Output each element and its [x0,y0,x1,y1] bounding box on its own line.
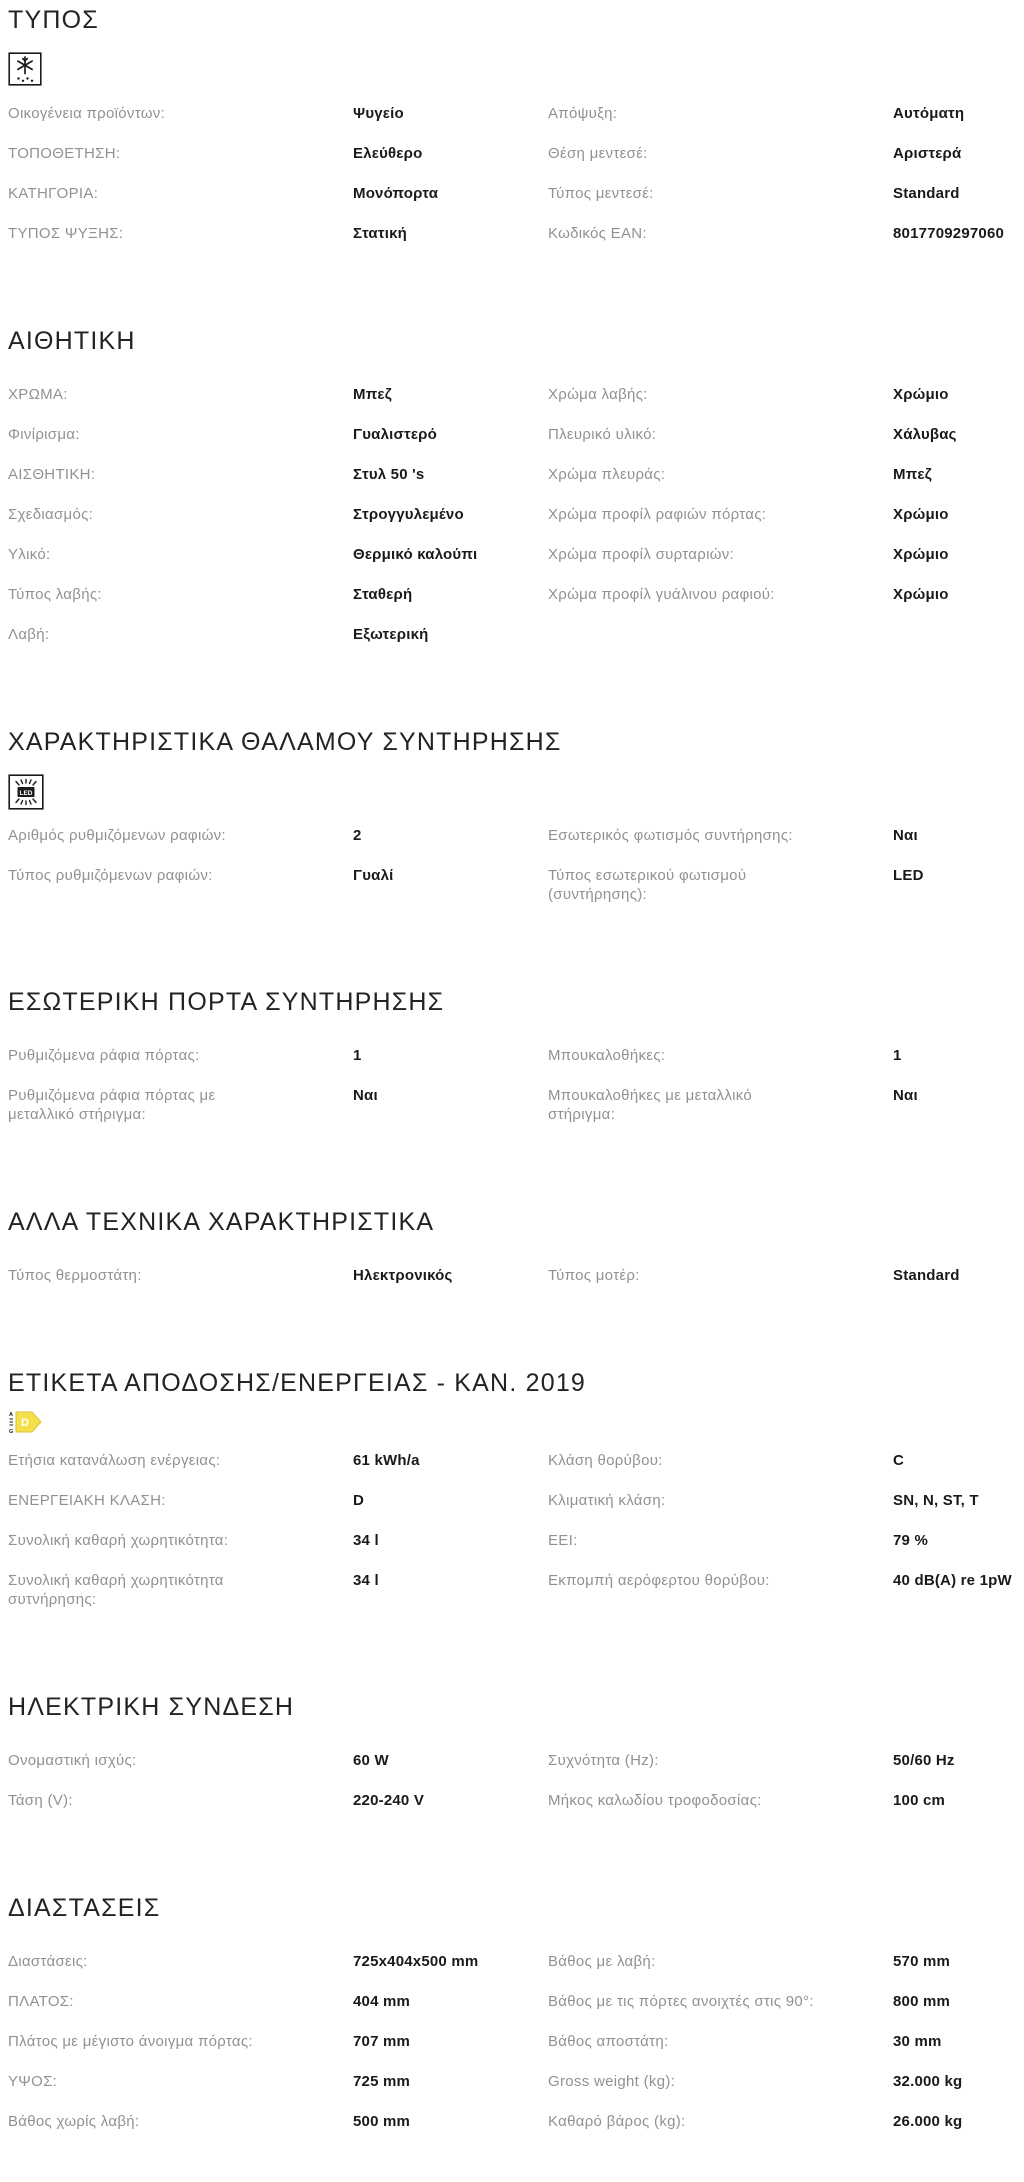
spec-value: 570 mm [893,1953,951,1970]
section-title: ΕΣΩΤΕΡΙΚΗ ΠΟΡΤΑ ΣΥΝΤΗΡΗΣΗΣ [8,988,445,1016]
spec-value: Μονόπορτα [353,185,439,202]
spec-value: 2 [353,827,362,844]
section-aesthetics [8,327,1016,644]
spec-label: Μπουκαλοθήκες με μεταλλικό στήριγμα: [548,1087,753,1123]
spec-label: ΤΥΠΟΣ ΨΥΞΗΣ: [8,225,124,242]
section-fridge-compartment [8,728,1016,904]
spec-label: Ρυθμιζόμενα ράφια πόρτας με μεταλλικό στήριγμα: [8,1087,216,1123]
spec-value: Χρώμιο [893,546,949,563]
spec-row [8,1992,548,2011]
spec-row [548,1791,1016,1810]
spec-value: 1 [353,1047,362,1064]
spec-value: 34 l [353,1572,379,1589]
spec-row [8,1791,548,1810]
spec-row [8,1491,548,1510]
spec-label: Κωδικός EAN: [548,225,647,242]
spec-row [548,1571,1016,1590]
section-title: ΤΥΠΟΣ [8,6,99,34]
spec-label: Οικογένεια προϊόντων: [8,105,165,122]
spec-column-left [8,826,548,885]
spec-label: Πλάτος με μέγιστο άνοιγμα πόρτας: [8,2033,253,2050]
spec-row [8,224,548,243]
spec-value: 707 mm [353,2033,411,2050]
spec-label: Τύπος μοτέρ: [548,1267,640,1284]
spec-row [548,1086,1016,1124]
spec-label: Εσωτερικός φωτισμός συντήρησης: [548,827,793,844]
spec-row [548,1992,1016,2011]
spec-row [8,1266,548,1285]
spec-label: Λαβή: [8,626,50,643]
spec-value: Χάλυβας [893,426,957,443]
spec-value: 1 [893,1047,902,1064]
spec-label: Τύπος μεντεσέ: [548,185,654,202]
spec-value: Εξωτερική [353,626,429,643]
led-light-icon [8,774,1016,810]
svg-text:D: D [21,1417,29,1430]
section-title: ΑΛΛΑ ΤΕΧΝΙΚΑ ΧΑΡΑΚΤΗΡΙΣΤΙΚΑ [8,1208,435,1236]
spec-row [8,1571,548,1609]
spec-row [8,104,548,123]
spec-row [8,1952,548,1971]
defrost-icon [8,52,1016,88]
spec-value: Γυαλιστερό [353,426,437,443]
spec-label: Θέση μεντεσέ: [548,145,648,162]
spec-label: ΧΡΩΜΑ: [8,386,68,403]
spec-label: Χρώμα προφίλ συρταριών: [548,546,734,563]
spec-label: Τύπος ρυθμιζόμενων ραφιών: [8,867,213,884]
spec-row [548,184,1016,203]
spec-row [8,545,548,564]
section-title: ΕΤΙΚΕΤΑ ΑΠΟΔΟΣΗΣ/ΕΝΕΡΓΕΙΑΣ - ΚΑΝ. 2019 [8,1369,587,1397]
spec-value: Θερμικό καλούπι [353,546,478,563]
spec-row [548,465,1016,484]
spec-label: Συχνότητα (Hz): [548,1752,659,1769]
spec-label: Χρώμα προφίλ γυάλινου ραφιού: [548,586,775,603]
spec-value: C [893,1452,905,1469]
spec-value: 26.000 kg [893,2113,963,2130]
section-title: ΔΙΑΣΤΑΣΕΙΣ [8,1894,161,1922]
spec-value: 32.000 kg [893,2073,963,2090]
spec-label: Βάθος χωρίς λαβή: [8,2113,140,2130]
spec-label: Τάση (V): [8,1792,73,1809]
spec-value: Ναι [893,827,918,844]
spec-row [8,465,548,484]
spec-label: Ρυθμιζόμενα ράφια πόρτας: [8,1047,200,1064]
spec-row [8,1086,548,1124]
spec-value: 100 cm [893,1792,946,1809]
section-dimensions [8,1894,1016,2131]
spec-column-left [8,104,548,243]
spec-value: 79 % [893,1532,928,1549]
spec-column-left [8,1451,548,1609]
spec-value: 30 mm [893,2033,942,2050]
spec-value: 725 mm [353,2073,411,2090]
section-title: ΑΙΘΗΤΙΚΗ [8,327,136,355]
spec-value: Χρώμιο [893,506,949,523]
spec-row [8,585,548,604]
svg-text:LED: LED [19,789,33,797]
spec-label: Διαστάσεις: [8,1953,88,1970]
spec-value: Μπεζ [893,466,932,483]
spec-label: ΥΨΟΣ: [8,2073,58,2090]
spec-column-left [8,1266,548,1285]
spec-row [548,2072,1016,2091]
section-type [8,6,1016,243]
section-electrical-connection [8,1693,1016,1810]
spec-value: Χρώμιο [893,386,949,403]
energy-label-icon [8,1409,1016,1435]
spec-label: Βάθος με λαβή: [548,1953,656,1970]
spec-value: Standard [893,1267,960,1284]
spec-label: Μήκος καλωδίου τροφοδοσίας: [548,1792,762,1809]
spec-value: Ψυγείο [353,105,404,122]
spec-value: SN, N, ST, T [893,1492,979,1509]
spec-row [8,1046,548,1065]
spec-value: 61 kWh/a [353,1452,420,1469]
spec-label: ΠΛΑΤΟΣ: [8,1993,74,2010]
spec-row [8,826,548,845]
spec-value: Αυτόματη [893,105,965,122]
spec-value: Ναι [353,1087,378,1104]
spec-column-right [548,1266,1016,1285]
spec-label: Βάθος αποστάτη: [548,2033,669,2050]
spec-column-right [548,385,1016,604]
spec-row [548,505,1016,524]
spec-row [8,1531,548,1550]
spec-label: Κλάση θορύβου: [548,1452,663,1469]
spec-row [8,625,548,644]
spec-column-right [548,826,1016,904]
spec-label: Αριθμός ρυθμιζόμενων ραφιών: [8,827,226,844]
spec-label: Τύπος θερμοστάτη: [8,1267,142,1284]
spec-row [548,385,1016,404]
spec-label: Χρώμα προφίλ ραφιών πόρτας: [548,506,767,523]
svg-text:G: G [9,1429,14,1435]
spec-row [548,1531,1016,1550]
spec-label: Συνολική καθαρή χωρητικότητα συτνήρησης: [8,1572,224,1608]
spec-row [548,1451,1016,1470]
spec-label: ΤΟΠΟΘΕΤΗΣΗ: [8,145,121,162]
spec-column-right [548,1952,1016,2131]
spec-row [8,425,548,444]
spec-row [8,2112,548,2131]
spec-row [548,1952,1016,1971]
spec-label: EEI: [548,1532,578,1549]
spec-value: Ναι [893,1087,918,1104]
spec-row [548,826,1016,845]
spec-value: 800 mm [893,1993,951,2010]
spec-row [8,505,548,524]
spec-label: ΑΙΣΘΗΤΙΚΗ: [8,466,96,483]
spec-row [548,224,1016,243]
spec-column-left [8,1751,548,1810]
spec-row [8,144,548,163]
section-fridge-inner-door [8,988,1016,1124]
spec-value: Ελεύθερο [353,145,423,162]
spec-row [8,2032,548,2051]
spec-value: Γυαλί [353,867,394,884]
spec-value: Αριστερά [893,145,962,162]
spec-value: 8017709297060 [893,225,1005,242]
spec-label: Σχεδιασμός: [8,506,94,523]
spec-value: Στυλ 50 's [353,466,425,483]
spec-row [548,585,1016,604]
svg-text:A: A [9,1412,13,1418]
spec-label: ΕΝΕΡΓΕΙΑΚΗ ΚΛΑΣΗ: [8,1492,166,1509]
spec-label: Τύπος λαβής: [8,586,102,603]
spec-column-right [548,1046,1016,1124]
spec-label: Εκπομπή αερόφερτου θορύβου: [548,1572,770,1589]
spec-value: LED [893,867,924,884]
spec-row [548,1046,1016,1065]
spec-row [8,1751,548,1770]
spec-label: Βάθος με τις πόρτες ανοιχτές στις 90°: [548,1993,814,2010]
spec-value: 50/60 Hz [893,1752,955,1769]
spec-label: Μπουκαλοθήκες: [548,1047,666,1064]
spec-column-right [548,1451,1016,1590]
spec-row [8,385,548,404]
spec-row [8,2072,548,2091]
spec-label: Υλικό: [8,546,51,563]
spec-value: 40 dB(A) re 1pW [893,1572,1012,1589]
spec-value: 34 l [353,1532,379,1549]
spec-value: Στρογγυλεμένο [353,506,464,523]
spec-label: Τύπος εσωτερικού φωτισμού (συντήρησης): [548,867,747,903]
spec-row [548,545,1016,564]
spec-label: Ετήσια κατανάλωση ενέργειας: [8,1452,221,1469]
spec-value: Στατική [353,225,408,242]
spec-value: 220-240 V [353,1792,425,1809]
spec-row [548,2032,1016,2051]
spec-label: Πλευρικό υλικό: [548,426,657,443]
spec-row [548,144,1016,163]
spec-row [548,1266,1016,1285]
spec-label: Καθαρό βάρος (kg): [548,2113,686,2130]
spec-row [548,866,1016,904]
spec-column-left [8,1046,548,1124]
spec-value: 500 mm [353,2113,411,2130]
spec-label: Χρώμα πλευράς: [548,466,666,483]
spec-row [548,2112,1016,2131]
spec-label: Χρώμα λαβής: [548,386,648,403]
spec-value: Χρώμιο [893,586,949,603]
spec-value: Μπεζ [353,386,392,403]
spec-row [548,1491,1016,1510]
spec-column-left [8,1952,548,2131]
spec-label: Ονομαστική ισχύς: [8,1752,137,1769]
spec-value: Σταθερή [353,586,413,603]
spec-row [8,184,548,203]
spec-row [8,866,548,885]
spec-label: Φινίρισμα: [8,426,80,443]
spec-label: Συνολική καθαρή χωρητικότητα: [8,1532,229,1549]
spec-label: ΚΑΤΗΓΟΡΙΑ: [8,185,99,202]
spec-column-right [548,1751,1016,1810]
spec-value: 60 W [353,1752,389,1769]
spec-value: Standard [893,185,960,202]
spec-label: Κλιματική κλάση: [548,1492,666,1509]
spec-value: Ηλεκτρονικός [353,1267,453,1284]
spec-label: Gross weight (kg): [548,2073,676,2090]
spec-label: Απόψυξη: [548,105,618,122]
spec-value: 725x404x500 mm [353,1953,479,1970]
spec-value: D [353,1492,365,1509]
spec-row [548,1751,1016,1770]
section-title: ΗΛΕΚΤΡΙΚΗ ΣΥΝΔΕΣΗ [8,1693,295,1721]
spec-row [8,1451,548,1470]
section-energy-label [8,1369,1016,1609]
spec-column-right [548,104,1016,243]
spec-row [548,104,1016,123]
section-title: ΧΑΡΑΚΤΗΡΙΣΤΙΚΑ ΘΑΛΑΜΟΥ ΣΥΝΤΗΡΗΣΗΣ [8,728,562,756]
spec-row [548,425,1016,444]
section-other-technical [8,1208,1016,1285]
spec-value: 404 mm [353,1993,411,2010]
spec-column-left [8,385,548,644]
